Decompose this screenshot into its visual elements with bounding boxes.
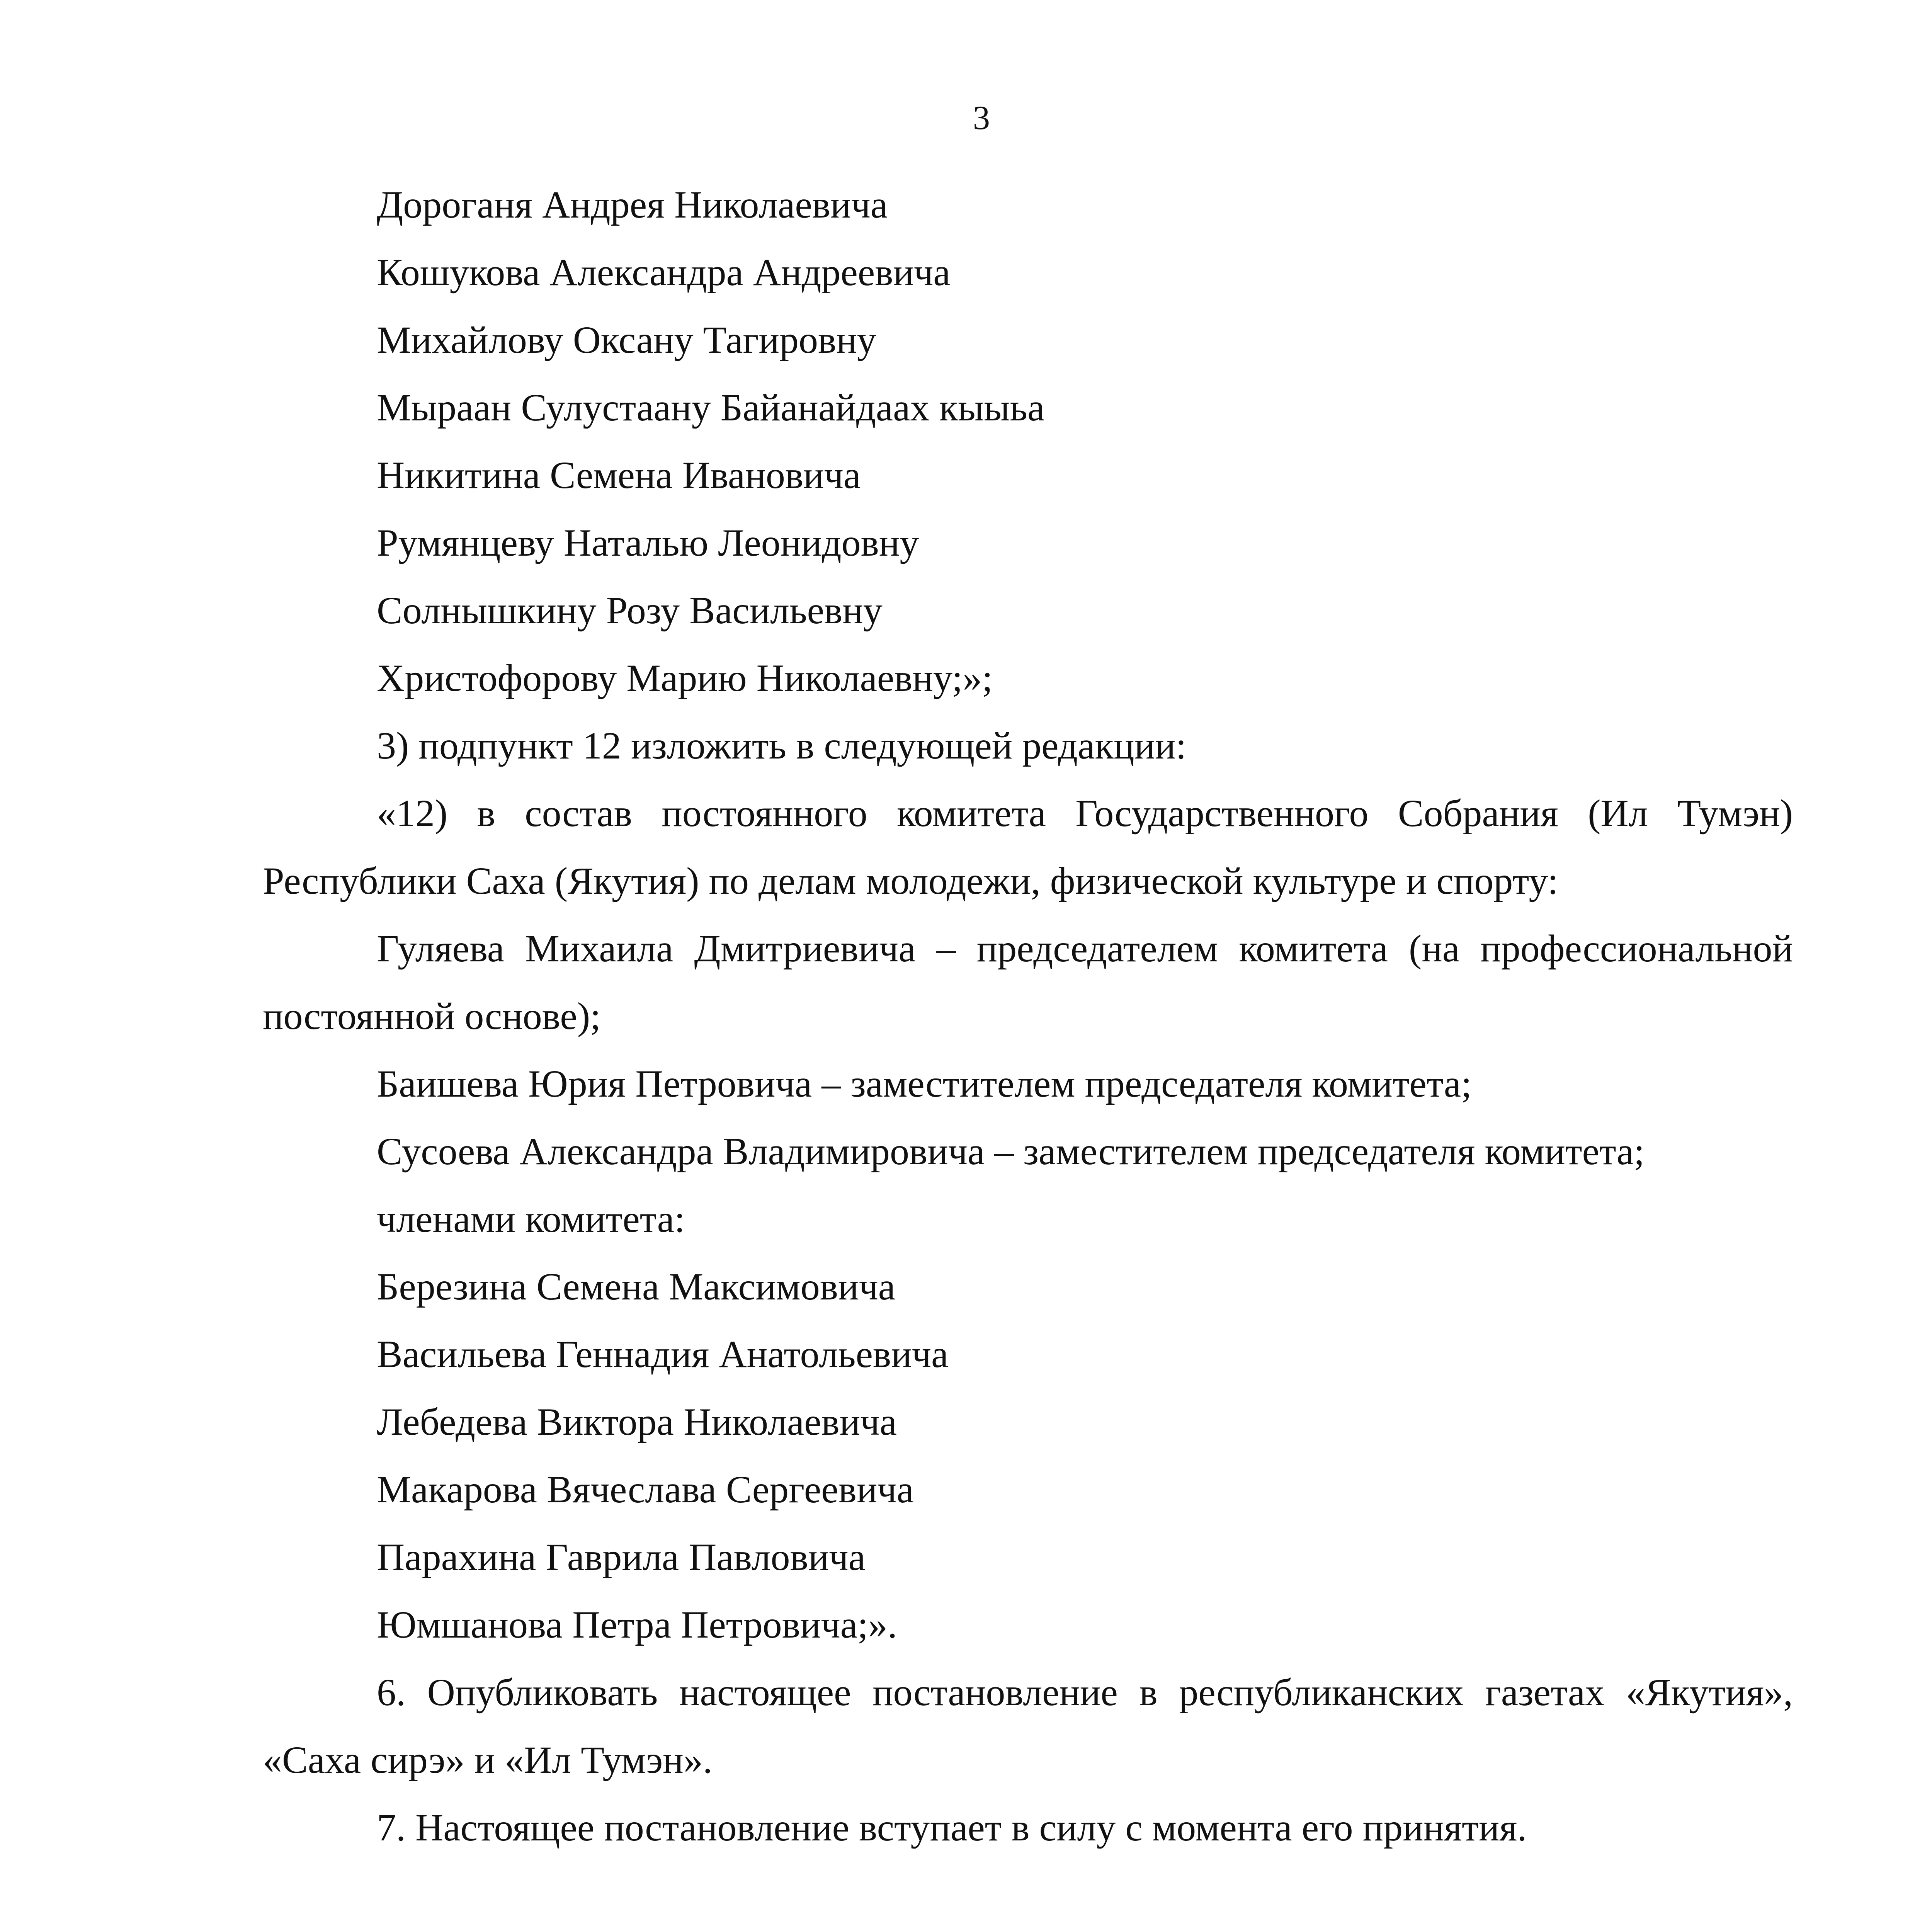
list-item: Михайлову Оксану Тагировну [377,318,876,361]
paragraph-item6-line1: 6. Опубликовать настоящее постановление в республиканских газетах «Якутия», [377,1671,1793,1714]
list-item: Румянцеву Наталью Леонидовну [377,521,919,564]
list-item: Христофорову Марию Николаевну;»; [377,656,993,699]
list-item: Дороганя Андрея Николаевича [377,183,888,226]
list-item: Юмшанова Петра Петровича;». [377,1603,897,1646]
list-item: Солнышкину Розу Васильевну [377,589,883,632]
paragraph-item7: 7. Настоящее постановление вступает в силу с момента его принятия. [377,1806,1527,1849]
list-item: Березина Семена Максимовича [377,1265,896,1308]
list-item: Мыраан Сулустаану Байанайдаах кыыьа [377,386,1045,429]
paragraph-item12-line2: Республики Саха (Якутия) по делам молодежи, физической культуре и спорту: [263,859,1558,902]
paragraph-item12-line1: «12) в состав постоянного комитета Государственного Собрания (Ил Тумэн) [377,792,1793,835]
list-item: Васильева Геннадия Анатольевича [377,1333,949,1376]
deputy-line: Баишева Юрия Петровича – заместителем председателя комитета; [377,1062,1472,1105]
paragraph-item3: 3) подпункт 12 изложить в следующей редакции: [377,724,1187,767]
list-item: Лебедева Виктора Николаевича [377,1400,897,1443]
members-label: членами комитета: [377,1197,685,1240]
chair-line1: Гуляева Михаила Дмитриевича – председателем комитета (на профессиональной [377,927,1793,970]
chair-line2: постоянной основе); [263,995,601,1037]
list-item: Макарова Вячеслава Сергеевича [377,1468,914,1511]
list-item: Кошукова Александра Андреевича [377,251,951,294]
page-number: 3 [973,99,990,137]
paragraph-item6-line2: «Саха сирэ» и «Ил Тумэн». [263,1738,713,1781]
list-item: Парахина Гаврила Павловича [377,1536,866,1578]
list-item: Никитина Семена Ивановича [377,454,861,497]
deputy-line: Сусоева Александра Владимировича – заместителем председателя комитета; [377,1130,1645,1173]
